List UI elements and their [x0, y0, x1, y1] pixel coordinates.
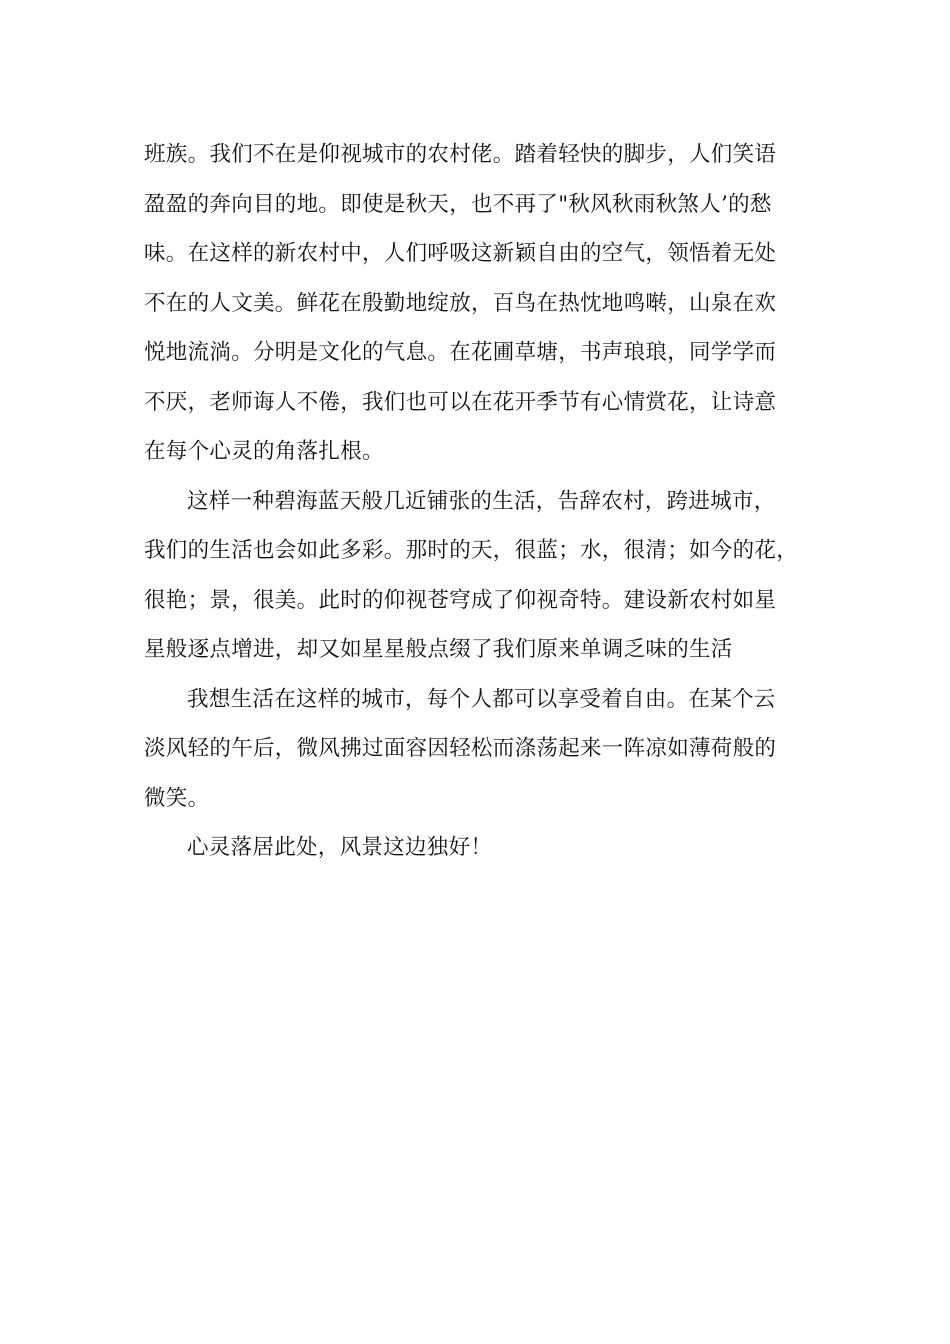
body-text	[144, 130, 844, 873]
text-line: 心灵落居此处，风景这边独好！	[187, 835, 493, 860]
paragraph-4	[144, 823, 844, 873]
text-line: 盈盈的奔向目的地。即使是秋天，也不再了"秋风秋雨秋煞人’的愁	[144, 191, 772, 217]
text-line: 淡风轻的午后，微风拂过面容因轻松而涤荡起来一阵凉如薄荷般的	[144, 736, 777, 761]
text-line: 这样一种碧海蓝天般几近铺张的生活，告辞农村，跨进城市，	[187, 488, 776, 514]
paragraph-2	[144, 477, 844, 675]
text-line: 班族。我们不在是仰视城市的农村佬。踏着轻快的脚步，人们笑语	[144, 142, 777, 167]
text-line: 很艳；景，很美。此时的仰视苍穹成了仰视奇特。建设新农村如星	[144, 587, 777, 613]
text-line: 不厌，老师诲人不倦，我们也可以在花开季节有心情赏花，让诗意	[144, 389, 777, 415]
text-line: 我想生活在这样的城市，每个人都可以享受着自由。在某个云	[187, 686, 776, 712]
text-line: 我们的生活也会如此多彩。那时的天，很蓝；水，很清；如今的花，	[144, 538, 799, 563]
text-line: 星般逐点增进，却又如星星般点缀了我们原来单调乏味的生活	[144, 637, 733, 662]
paragraph-3	[144, 675, 844, 824]
text-line: 悦地流淌。分明是文化的气息。在花圃草塘，书声琅琅，同学学而	[144, 340, 777, 365]
text-line: 微笑。	[144, 785, 210, 811]
text-line: 不在的人文美。鲜花在殷勤地绽放，百鸟在热忱地鸣啭，山泉在欢	[144, 290, 777, 316]
text-line: 在每个心灵的角落扎根。	[144, 439, 384, 464]
paragraph-1	[144, 130, 844, 477]
text-line: 味。在这样的新农村中，人们呼吸这新颖自由的空气，领悟着无处	[144, 241, 777, 266]
